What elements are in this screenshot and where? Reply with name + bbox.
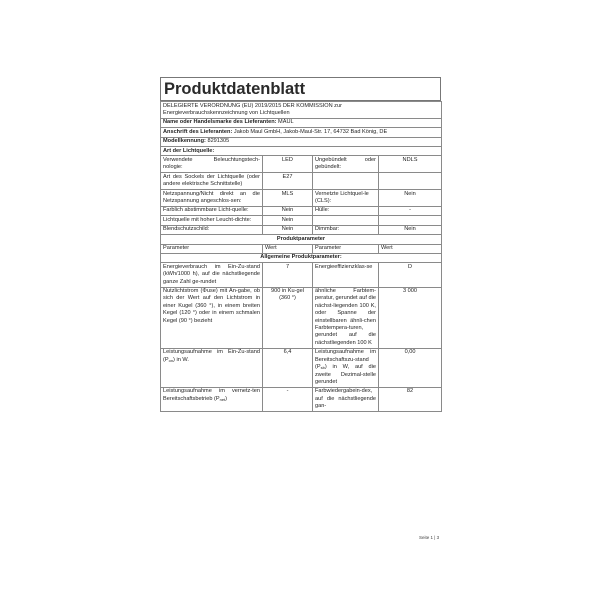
regulation-row — [161, 102, 442, 119]
model-label: Modellkennung: — [163, 138, 206, 145]
table-row: Energieverbrauch im Ein-Zu-stand (kWh/1000 h), auf die nächstliegende ganze Zahl ge-rundet 7 Energieeffizienzklas-se D — [161, 263, 442, 287]
supplier-address-value: Jakob Maul GmbH, Jakob-Maul-Str. 17, 64732 Bad König, DE — [233, 128, 388, 135]
supplier-name-label: Name oder Handelsmarke des Lieferanten: — [163, 119, 277, 126]
page-title: Produktdatenblatt — [164, 80, 306, 98]
param-column-header-2: Parameter — [313, 244, 379, 253]
table-row: Leistungsaufnahme im vernetz-ten Bereitschaftsbetrieb $(P_{net})$ - Farbwiedergabein-dex, auf die nächstliegende gan- 82 — [161, 387, 442, 411]
general-params-header: Allgemeine Produktparameter: — [161, 253, 442, 262]
table-row: Lichtquelle mit hoher Leucht-dichte: Nein — [161, 216, 442, 225]
value-column-header: Wert — [263, 244, 313, 253]
value-column-header-2: Wert — [379, 244, 442, 253]
param-columns-row — [161, 244, 442, 253]
product-data-sheet — [160, 77, 441, 517]
table-row: Farblich abstimmbare Licht-quelle: Nein Hülle: - — [161, 206, 442, 215]
supplier-address-label: Anschrift des Lieferanten: — [163, 128, 233, 135]
model-row — [161, 137, 442, 146]
light-source-type-header-row — [161, 147, 442, 156]
table-row: Art des Sockels der Lichtquelle (oder andere elektrische Schnittstelle) E27 — [161, 173, 442, 190]
title-box — [160, 77, 441, 101]
model-value: 8291305 — [207, 138, 230, 145]
data-table — [160, 101, 442, 412]
page-number: Seite 1 | 3 — [419, 535, 440, 540]
product-params-header-row — [161, 235, 442, 244]
table-row: Nutzlichtstrom (Φuse) mit An-gabe, ob sich der Wert auf den Lichtstrom in einer Kugel (360 °), in einem breiten Kegel (120 °) oder in einem schmalen Kegel (90 °) bezieht 900 in Ku-gel (360 °) ähnliche Farbtem-peratur, gerundet auf die nächst-liegenden 100 K, oder Spanne der einstellbaren ähnli-chen Farbtempera-turen, gerundet auf die nächstliegenden 100 K 3 000 — [161, 287, 442, 348]
light-source-type-header: Art der Lichtquelle: — [161, 147, 442, 156]
product-params-header: Produktparameter — [161, 235, 442, 244]
regulation-cell — [161, 102, 442, 119]
supplier-address-row — [161, 128, 442, 137]
supplier-name-value: MAUL — [278, 119, 294, 126]
regulation-line-1: DELEGIERTE VERORDNUNG (EU) 2019/2015 DER KOMMISSION zur — [163, 102, 342, 109]
supplier-name-row — [161, 118, 442, 127]
table-row: Leistungsaufnahme im Ein-Zu-stand $(P_{on})$ in W. 6,4 Leistungsaufnahme im Bereitschaftszu-stand $(P_{sb})$ in W, auf die zweite Dezimal-stelle gerundet 0,00 — [161, 348, 442, 387]
table-row: Blendschutzschild: Nein Dimmbar: Nein — [161, 225, 442, 234]
param-column-header: Parameter — [161, 244, 263, 253]
general-params-header-row — [161, 253, 442, 262]
table-row: Netzspannung/Nicht direkt an die Netzspannung angeschlos-sen: MLS Vernetzte Lichtquel-le (CLS): Nein — [161, 190, 442, 207]
table-row: Verwendete Beleuchtungstech-nologie: LED Ungebündelt oder gebündelt: NDLS — [161, 156, 442, 173]
regulation-line-2: Energieverbrauchskennzeichnung von Lichtquellen — [163, 109, 290, 116]
